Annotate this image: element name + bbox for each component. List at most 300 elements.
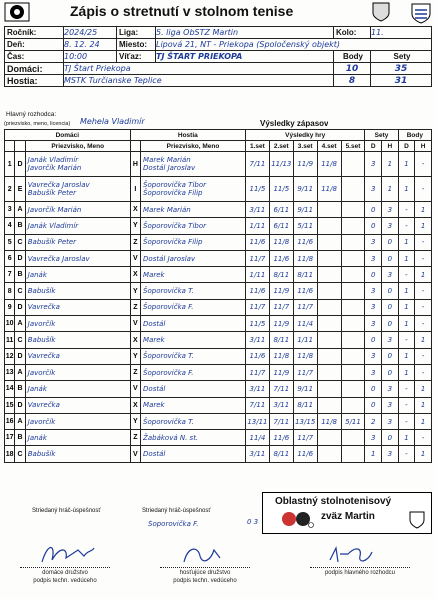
- set-4-score: [317, 299, 341, 315]
- row-number: 18: [5, 446, 15, 462]
- away-player-name: Marek: [143, 270, 165, 279]
- away-letter: I: [130, 177, 140, 202]
- away-player-name: Šoporovička F.: [143, 303, 194, 312]
- row-number: 8: [5, 283, 15, 299]
- den-value: 8. 12. 24: [64, 39, 117, 51]
- signature-1: [38, 540, 98, 568]
- away-letter: V: [130, 316, 140, 332]
- sets-home: 0: [365, 267, 382, 283]
- away-player-name: Šoporovička T.: [143, 417, 194, 426]
- signature-2: [180, 542, 224, 568]
- cas-label: Čas:: [5, 51, 64, 63]
- points-home: 1: [398, 348, 415, 364]
- table-row: [5, 332, 432, 348]
- points-away: -: [415, 234, 432, 250]
- set-2-score: 11/6: [269, 250, 293, 266]
- table-row: [5, 202, 432, 218]
- miesto-label: Miesto:: [117, 39, 156, 51]
- away-player: [141, 234, 246, 250]
- away-player-name: Dostál: [143, 450, 166, 459]
- rocnik-label: Ročník:: [5, 27, 64, 39]
- set-2-score: 11/13: [269, 152, 293, 177]
- set-2-score: 11/5: [269, 177, 293, 202]
- sets-home: 3: [365, 250, 382, 266]
- set-1-score: 11/7: [245, 250, 269, 266]
- points-away: -: [415, 364, 432, 380]
- liga-label: Liga:: [117, 27, 156, 39]
- paddles-icon: [279, 509, 315, 529]
- sets-home: 3: [365, 364, 382, 380]
- table-row: [5, 430, 432, 446]
- away-letter: X: [130, 267, 140, 283]
- crest-icon: [410, 2, 432, 24]
- points-away: -: [415, 250, 432, 266]
- set-1-score: 1/11: [245, 218, 269, 234]
- rozhodca-label: Hlavný rozhodca:: [6, 111, 57, 118]
- home-player: [25, 267, 130, 283]
- sig2-sub: podpis techn. vedúceho: [173, 578, 237, 584]
- away-player-name: Šoporovička Tibor: [143, 221, 206, 230]
- sets-away: 3: [382, 446, 399, 462]
- sets-away: 0: [382, 234, 399, 250]
- home-letter: B: [15, 381, 25, 397]
- home-player: [25, 299, 130, 315]
- away-letter: X: [130, 202, 140, 218]
- sets-away: 0: [382, 283, 399, 299]
- table-row: [5, 397, 432, 413]
- sig3-role: podpis hlavného rozhodcu: [324, 570, 396, 576]
- home-player: [25, 316, 130, 332]
- points-home: -: [398, 332, 415, 348]
- set-4-score: 11/8: [317, 177, 341, 202]
- row-number: 10: [5, 316, 15, 332]
- liga-value: 5. liga ObSTZ Martin: [156, 27, 334, 39]
- union-box: [262, 492, 432, 534]
- away-player: [141, 397, 246, 413]
- row-number: 15: [5, 397, 15, 413]
- away-letter: Z: [130, 299, 140, 315]
- home-letter: B: [15, 218, 25, 234]
- set-5-score: [341, 283, 365, 299]
- points-home: -: [398, 446, 415, 462]
- points-away: 1: [415, 446, 432, 462]
- home-letter: A: [15, 364, 25, 380]
- set-1-score: 11/7: [245, 364, 269, 380]
- home-player: [25, 250, 130, 266]
- sets-home: 3: [365, 152, 382, 177]
- table-row: [5, 364, 432, 380]
- away-player-name-2: Dostál Jaroslav: [143, 164, 196, 172]
- away-letter: V: [130, 381, 140, 397]
- row-number: 9: [5, 299, 15, 315]
- set-5-score: [341, 430, 365, 446]
- row-number: 14: [5, 381, 15, 397]
- set-4-score: [317, 218, 341, 234]
- col-set3: 3.set: [293, 141, 317, 152]
- set-3-score: 8/11: [293, 397, 317, 413]
- set-3-score: 9/11: [293, 381, 317, 397]
- set-5-score: [341, 348, 365, 364]
- away-player-name: Dostál: [143, 384, 166, 393]
- sety-label: Sety: [371, 51, 432, 63]
- away-letter: Z: [130, 234, 140, 250]
- set-2-score: 7/11: [269, 381, 293, 397]
- coat-of-arms-icon: [372, 2, 390, 22]
- away-player: [141, 446, 246, 462]
- miesto-value: Lipová 21, NT - Priekopa (Spoločenský objekt): [156, 39, 432, 51]
- set-1-score: 11/4: [245, 430, 269, 446]
- home-letter: D: [15, 397, 25, 413]
- points-home: 1: [398, 250, 415, 266]
- points-home: 1: [398, 430, 415, 446]
- row-number: 12: [5, 348, 15, 364]
- strieda-h-value: Šoporovička F.: [148, 520, 199, 528]
- set-2-score: 7/11: [269, 413, 293, 429]
- away-player: [141, 381, 246, 397]
- sets-away: 3: [382, 413, 399, 429]
- points-home: -: [398, 218, 415, 234]
- sets-home: 3: [365, 299, 382, 315]
- set-2-score: 3/11: [269, 397, 293, 413]
- set-3-score: 11/7: [293, 299, 317, 315]
- set-5-score: [341, 364, 365, 380]
- home-player: [25, 348, 130, 364]
- home-letter: D: [15, 250, 25, 266]
- set-4-score: 11/8: [317, 152, 341, 177]
- set-5-score: [341, 202, 365, 218]
- union-line2: zväz Martin: [321, 511, 375, 522]
- home-player-name-2: Javorčík Marián: [27, 164, 82, 172]
- matches-table: [4, 129, 432, 463]
- sig1-sub: podpis techn. vedúceho: [33, 578, 97, 584]
- crest-small-icon: [409, 511, 425, 529]
- home-player-name: Babušík: [27, 336, 56, 345]
- col-priezvisko-h: Priezvisko, Meno: [141, 141, 246, 152]
- home-player: [25, 381, 130, 397]
- table-row: [5, 267, 432, 283]
- home-player-name: Vavrečka: [27, 401, 60, 410]
- union-line1: Oblastný stolnotenisový: [275, 496, 392, 507]
- set-4-score: [317, 364, 341, 380]
- sets-away: 0: [382, 348, 399, 364]
- table-row: [5, 446, 432, 462]
- table-row: [5, 381, 432, 397]
- row-number: 17: [5, 430, 15, 446]
- kolo-label: Kolo:: [334, 27, 371, 39]
- col-set5: 5.set: [341, 141, 365, 152]
- away-player: [141, 152, 246, 177]
- col-priezvisko-d: Priezvisko, Meno: [25, 141, 130, 152]
- set-3-score: 11/6: [293, 446, 317, 462]
- sets-home: 3: [365, 430, 382, 446]
- rozhodca-note: (priezvisko, meno, licencia): [4, 121, 71, 127]
- sets-away: 3: [382, 267, 399, 283]
- points-away: -: [415, 177, 432, 202]
- set-4-score: [317, 202, 341, 218]
- away-player-name: Marek: [143, 401, 165, 410]
- table-row: [5, 152, 432, 177]
- page-title: Zápis o stretnutí v stolnom tenise: [70, 3, 294, 19]
- kolo-value: 11.: [371, 27, 432, 39]
- points-home: 1: [398, 283, 415, 299]
- home-player-name: Vavrečka: [27, 303, 60, 312]
- points-away: -: [415, 299, 432, 315]
- sets-away: 0: [382, 430, 399, 446]
- home-player-name: Janák: [27, 384, 47, 393]
- away-player: [141, 316, 246, 332]
- strieda-d-label: Striedaný hráč-úspešnosť: [32, 508, 101, 514]
- points-home: -: [398, 202, 415, 218]
- set-1-score: 11/5: [245, 316, 269, 332]
- sets-away: 1: [382, 177, 399, 202]
- col-body-d: D: [398, 141, 415, 152]
- away-player: [141, 413, 246, 429]
- set-4-score: [317, 348, 341, 364]
- away-letter: V: [130, 446, 140, 462]
- domaci-sety: 35: [371, 63, 432, 75]
- sets-away: 3: [382, 332, 399, 348]
- col-body: Body: [398, 130, 431, 141]
- home-letter: A: [15, 413, 25, 429]
- set-1-score: 11/6: [245, 348, 269, 364]
- away-player-name: Marek: [143, 336, 165, 345]
- away-player-name: Šoporovička Filip: [143, 238, 203, 247]
- away-player: [141, 332, 246, 348]
- away-letter: Y: [130, 413, 140, 429]
- set-2-score: 11/9: [269, 283, 293, 299]
- set-5-score: [341, 332, 365, 348]
- sets-home: 3: [365, 177, 382, 202]
- hostia-team: MSTK Turčianske Teplice: [64, 75, 334, 87]
- hostia-body: 8: [334, 75, 371, 87]
- home-player-name: Vavrečka Jaroslav: [27, 254, 90, 263]
- away-player: [141, 430, 246, 446]
- away-player-name: Šoporovička F.: [143, 368, 194, 377]
- row-number: 16: [5, 413, 15, 429]
- set-4-score: [317, 234, 341, 250]
- away-letter: X: [130, 397, 140, 413]
- points-away: 1: [415, 202, 432, 218]
- home-letter: B: [15, 430, 25, 446]
- home-player: [25, 177, 130, 202]
- home-letter: D: [15, 348, 25, 364]
- away-player-name: Marek Marián: [143, 205, 191, 214]
- set-2-score: 11/9: [269, 364, 293, 380]
- home-player-name: Babušík: [27, 450, 56, 459]
- domaci-body: 10: [334, 63, 371, 75]
- set-5-score: [341, 250, 365, 266]
- table-row: [5, 218, 432, 234]
- away-player: [141, 267, 246, 283]
- col-sety-h: H: [382, 141, 399, 152]
- points-home: 1: [398, 152, 415, 177]
- col-sety-d: D: [365, 141, 382, 152]
- strieda-h-score: 0 3: [247, 518, 259, 526]
- sets-away: 0: [382, 299, 399, 315]
- set-3-score: 9/11: [293, 202, 317, 218]
- domaci-team: TJ Štart Priekopa: [64, 63, 334, 75]
- cas-value: 10:00: [64, 51, 117, 63]
- sets-home: 3: [365, 316, 382, 332]
- set-2-score: 8/11: [269, 332, 293, 348]
- vysledky-label: Výsledky zápasov: [260, 119, 329, 128]
- sets-home: 0: [365, 397, 382, 413]
- away-player-name: Šoporovička Tibor: [143, 181, 206, 189]
- set-4-score: [317, 283, 341, 299]
- home-player-name: Javorčík Marián: [27, 205, 82, 214]
- table-row: [5, 413, 432, 429]
- rozhodca-value: Mehela Vladimír: [80, 117, 145, 126]
- home-player: [25, 397, 130, 413]
- set-3-score: 1/11: [293, 332, 317, 348]
- sig2-role: hosťujúce družstvo: [179, 570, 231, 576]
- table-row: [5, 234, 432, 250]
- set-2-score: 8/11: [269, 267, 293, 283]
- rocnik-value: 2024/25: [64, 27, 117, 39]
- home-player: [25, 234, 130, 250]
- sets-home: 3: [365, 234, 382, 250]
- set-2-score: 6/11: [269, 202, 293, 218]
- home-player: [25, 152, 130, 177]
- set-4-score: [317, 267, 341, 283]
- col-set4: 4.set: [317, 141, 341, 152]
- sets-away: 3: [382, 218, 399, 234]
- sets-away: 0: [382, 250, 399, 266]
- away-player: [141, 299, 246, 315]
- points-away: -: [415, 316, 432, 332]
- away-letter: Z: [130, 364, 140, 380]
- set-4-score: [317, 381, 341, 397]
- points-away: -: [415, 283, 432, 299]
- set-1-score: 11/6: [245, 234, 269, 250]
- home-player-name: Babušík: [27, 287, 56, 296]
- strieda-h-label: Striedaný hráč-úspešnosť: [142, 508, 211, 514]
- hostia-sety: 31: [371, 75, 432, 87]
- home-letter: D: [15, 299, 25, 315]
- sets-home: 0: [365, 332, 382, 348]
- set-4-score: [317, 332, 341, 348]
- table-row: [5, 250, 432, 266]
- set-1-score: 1/11: [245, 267, 269, 283]
- away-player: [141, 218, 246, 234]
- home-letter: D: [15, 152, 25, 177]
- home-letter: A: [15, 202, 25, 218]
- away-player-name: Šoporovička T.: [143, 287, 194, 296]
- away-player-name: Dostál Jaroslav: [143, 254, 196, 263]
- row-number: 7: [5, 267, 15, 283]
- set-5-score: [341, 267, 365, 283]
- set-4-score: [317, 250, 341, 266]
- set-2-score: 11/8: [269, 234, 293, 250]
- set-3-score: 11/8: [293, 348, 317, 364]
- vitaz-label: Víťaz:: [117, 51, 156, 63]
- sets-away: 3: [382, 381, 399, 397]
- row-number: 3: [5, 202, 15, 218]
- away-player: [141, 364, 246, 380]
- points-home: -: [398, 267, 415, 283]
- sets-away: 0: [382, 316, 399, 332]
- set-5-score: 5/11: [341, 413, 365, 429]
- set-3-score: 9/11: [293, 177, 317, 202]
- header-table: [4, 26, 432, 87]
- points-away: 1: [415, 218, 432, 234]
- sets-home: 1: [365, 446, 382, 462]
- table-row: [5, 177, 432, 202]
- set-2-score: 11/9: [269, 316, 293, 332]
- row-number: 6: [5, 250, 15, 266]
- home-player-name: Janák Vladimír: [27, 221, 79, 230]
- home-player: [25, 332, 130, 348]
- home-player: [25, 218, 130, 234]
- col-set1: 1.set: [245, 141, 269, 152]
- table-row: [5, 283, 432, 299]
- home-player-name: Janák Vladimír: [27, 156, 79, 164]
- set-2-score: 11/8: [269, 348, 293, 364]
- set-1-score: 11/6: [245, 283, 269, 299]
- away-player: [141, 177, 246, 202]
- set-3-score: 11/8: [293, 250, 317, 266]
- home-player-name: Janák: [27, 433, 47, 442]
- home-player: [25, 202, 130, 218]
- set-1-score: 11/5: [245, 177, 269, 202]
- set-2-score: 11/7: [269, 299, 293, 315]
- away-player: [141, 250, 246, 266]
- home-player-name: Javorčík: [27, 417, 56, 426]
- set-2-score: 6/11: [269, 218, 293, 234]
- body-label: Body: [334, 51, 371, 63]
- table-row: [5, 348, 432, 364]
- sets-home: 0: [365, 381, 382, 397]
- set-3-score: 11/7: [293, 430, 317, 446]
- home-player-name: Babušík Peter: [27, 238, 77, 247]
- sets-away: 3: [382, 202, 399, 218]
- sets-away: 3: [382, 397, 399, 413]
- home-player-name: Javorčík: [27, 368, 56, 377]
- home-player: [25, 446, 130, 462]
- home-player-name: Javorčík: [27, 319, 56, 328]
- home-player: [25, 413, 130, 429]
- row-number: 13: [5, 364, 15, 380]
- home-letter: C: [15, 283, 25, 299]
- away-letter: Y: [130, 218, 140, 234]
- points-home: -: [398, 413, 415, 429]
- away-letter: Z: [130, 430, 140, 446]
- away-player-name-2: Šoporovička Filip: [143, 189, 203, 197]
- home-letter: B: [15, 267, 25, 283]
- signature-3: [326, 542, 376, 568]
- home-player: [25, 283, 130, 299]
- away-letter: H: [130, 152, 140, 177]
- row-number: 5: [5, 234, 15, 250]
- col-hostia: Hostia: [130, 130, 245, 141]
- home-player: [25, 364, 130, 380]
- points-away: 1: [415, 397, 432, 413]
- set-1-score: 13/11: [245, 413, 269, 429]
- col-domaci: Domáci: [5, 130, 131, 141]
- set-4-score: [317, 430, 341, 446]
- sets-home: 3: [365, 283, 382, 299]
- table-tennis-logo-icon: [4, 2, 30, 22]
- home-letter: A: [15, 316, 25, 332]
- sets-home: 3: [365, 348, 382, 364]
- away-player-name: Žabáková N. st.: [143, 433, 199, 442]
- set-1-score: 3/11: [245, 446, 269, 462]
- den-label: Deň:: [5, 39, 64, 51]
- home-player-name: Janák: [27, 270, 47, 279]
- set-1-score: 7/11: [245, 152, 269, 177]
- set-3-score: 5/11: [293, 218, 317, 234]
- col-sety: Sety: [365, 130, 398, 141]
